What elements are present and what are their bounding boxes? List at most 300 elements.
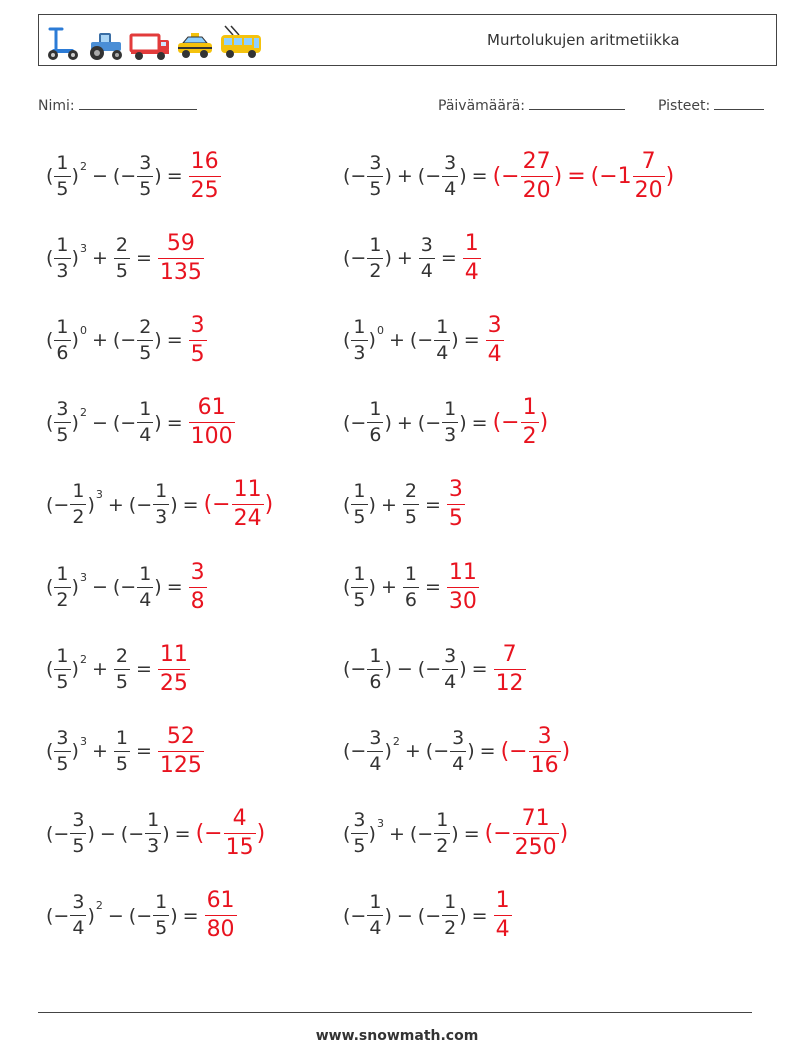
problem-item — [343, 634, 527, 704]
numerator: 1 — [495, 888, 510, 914]
numerator: 16 — [190, 148, 219, 174]
answer — [157, 641, 191, 698]
numerator: 1 — [115, 726, 128, 749]
fraction — [419, 233, 435, 284]
denominator: 5 — [56, 670, 69, 693]
paren-text: ( — [46, 740, 54, 763]
answer — [196, 805, 266, 862]
paren-text: (− — [343, 904, 367, 927]
denominator: 25 — [159, 670, 188, 696]
fraction — [521, 148, 553, 205]
answer — [462, 230, 482, 287]
fraction — [205, 887, 237, 944]
paren-text: (− — [128, 904, 153, 927]
denominator: 30 — [448, 588, 477, 614]
denominator: 80 — [206, 917, 235, 943]
operator: = — [463, 822, 480, 845]
denominator: 5 — [115, 259, 128, 282]
denominator: 4 — [369, 917, 382, 940]
paren-text: (− — [195, 821, 223, 847]
numerator: 71 — [521, 806, 550, 832]
paren-text: ) — [71, 247, 79, 270]
paren-text: (− — [417, 658, 442, 681]
numerator: 3 — [139, 151, 152, 174]
paren-text: ) — [154, 411, 162, 434]
problem-item — [46, 470, 273, 540]
paren-text: (− — [343, 658, 367, 681]
paren-text: (−1 — [590, 163, 632, 189]
numerator: 1 — [444, 891, 457, 914]
denominator: 5 — [353, 506, 366, 529]
numerator: 1 — [72, 480, 85, 503]
denominator: 24 — [233, 506, 262, 532]
denominator: 100 — [190, 424, 233, 450]
denominator: 3 — [56, 259, 69, 282]
denominator: 6 — [369, 670, 382, 693]
numerator: 1 — [369, 644, 382, 667]
paren-text: ) — [553, 163, 563, 189]
denominator: 4 — [487, 341, 502, 367]
fraction — [54, 562, 70, 613]
fraction — [403, 562, 419, 613]
numerator: 3 — [420, 233, 433, 256]
fraction — [189, 559, 207, 616]
denominator: 15 — [225, 835, 254, 861]
fraction — [494, 887, 512, 944]
paren-text: ) — [170, 904, 178, 927]
paren-text: ) — [71, 658, 79, 681]
denominator: 2 — [436, 835, 449, 858]
paren-text: (− — [343, 411, 367, 434]
paren-text: ( — [46, 576, 54, 598]
date-blank[interactable] — [529, 95, 625, 110]
operator: − — [99, 822, 116, 845]
paren-text: ( — [46, 411, 54, 434]
numerator: 3 — [72, 891, 85, 914]
fraction — [351, 479, 367, 530]
numerator: 1 — [369, 891, 382, 914]
numerator: 1 — [56, 644, 69, 667]
denominator: 4 — [444, 177, 457, 200]
fraction — [54, 644, 70, 695]
operator: = — [424, 493, 441, 516]
denominator: 4 — [72, 917, 85, 940]
paren-text: ) — [368, 493, 376, 516]
denominator: 4 — [369, 752, 382, 775]
operator: = — [471, 658, 488, 681]
denominator: 5 — [448, 506, 463, 532]
problem-item — [46, 552, 208, 622]
denominator: 3 — [353, 341, 366, 364]
paren-text: ) — [170, 493, 178, 516]
numerator: 1 — [353, 480, 366, 503]
operator: + — [380, 576, 397, 598]
denominator: 2 — [369, 259, 382, 282]
paren-text: (− — [343, 740, 367, 763]
numerator: 1 — [522, 395, 537, 421]
denominator: 250 — [514, 835, 557, 861]
fraction — [114, 644, 130, 695]
exponent: 3 — [376, 817, 384, 831]
problem-item — [343, 305, 505, 375]
numerator: 3 — [448, 477, 463, 503]
answer — [446, 476, 466, 533]
numerator: 3 — [537, 723, 552, 749]
denominator: 5 — [353, 588, 366, 611]
numerator: 1 — [56, 315, 69, 338]
denominator: 3 — [155, 506, 168, 529]
numerator: 7 — [502, 641, 517, 667]
fraction — [450, 726, 466, 777]
denominator: 6 — [404, 588, 417, 611]
operator: + — [404, 740, 421, 763]
denominator: 5 — [115, 670, 128, 693]
worksheet-header — [38, 14, 777, 66]
paren-text: (− — [417, 165, 442, 187]
operator: + — [388, 329, 405, 352]
date-field[interactable] — [438, 95, 625, 114]
paren-text: (− — [492, 410, 520, 436]
numerator: 3 — [56, 726, 69, 749]
problem-item — [46, 141, 222, 211]
answer — [485, 312, 505, 369]
denominator: 20 — [634, 177, 663, 203]
operator: = — [166, 411, 183, 434]
fraction — [351, 562, 367, 613]
operator: − — [91, 165, 108, 187]
numerator: 2 — [404, 480, 417, 503]
problem-item — [343, 552, 480, 622]
numerator: 1 — [369, 233, 382, 256]
footer-url: www.snowmath.com — [315, 1028, 479, 1044]
denominator: 5 — [190, 341, 205, 367]
denominator: 5 — [115, 752, 128, 775]
paren-text: (− — [417, 904, 442, 927]
denominator: 5 — [56, 752, 69, 775]
fraction — [367, 397, 383, 448]
exponent: 2 — [95, 899, 103, 913]
numerator: 3 — [487, 312, 502, 338]
operator: + — [91, 740, 108, 763]
denominator: 4 — [139, 588, 152, 611]
fraction — [442, 151, 458, 202]
operator: = — [479, 740, 496, 763]
denominator: 5 — [155, 917, 168, 940]
operator: = — [440, 247, 457, 270]
denominator: 5 — [139, 177, 152, 200]
paren-text: ) — [154, 329, 162, 352]
paren-text: ) — [384, 658, 392, 681]
paren-text: ) — [368, 329, 376, 352]
operator: = — [471, 411, 488, 434]
paren-text: ) — [154, 576, 162, 598]
fraction — [486, 312, 504, 369]
paren-text: ) — [467, 740, 475, 763]
fraction — [434, 315, 450, 366]
answer — [204, 476, 274, 533]
paren-text: ) — [256, 821, 266, 847]
denominator: 3 — [444, 424, 457, 447]
numerator: 1 — [155, 891, 168, 914]
fraction — [54, 726, 70, 777]
denominator: 125 — [159, 752, 202, 778]
trolleybus-icon — [219, 25, 263, 61]
answer — [157, 230, 205, 287]
paren-text: ) — [368, 822, 376, 845]
numerator: 2 — [115, 644, 128, 667]
fraction — [137, 315, 153, 366]
fraction — [137, 397, 153, 448]
paren-text: (− — [128, 493, 153, 516]
fraction — [403, 479, 419, 530]
paren-text: ) — [71, 740, 79, 763]
denominator: 8 — [190, 588, 205, 614]
operator: + — [388, 822, 405, 845]
problem-item — [343, 141, 674, 211]
denominator: 2 — [72, 506, 85, 529]
numerator: 11 — [159, 641, 188, 667]
numerator: 3 — [72, 809, 85, 832]
vehicle-icons — [45, 21, 263, 61]
operator: − — [396, 658, 413, 681]
operator: = — [471, 165, 488, 187]
operator: = — [463, 329, 480, 352]
numerator: 3 — [452, 726, 465, 749]
operator: + — [396, 411, 413, 434]
denominator: 2 — [444, 917, 457, 940]
paren-text: ) — [561, 738, 571, 764]
fraction — [145, 808, 161, 859]
paren-text: ) — [71, 411, 79, 434]
denominator: 5 — [369, 177, 382, 200]
paren-text: (− — [112, 329, 137, 352]
fraction — [434, 808, 450, 859]
score-blank[interactable] — [714, 95, 764, 110]
answer — [188, 148, 222, 205]
paren-text: ( — [343, 576, 351, 598]
paren-text: ) — [559, 821, 569, 847]
numerator: 52 — [166, 723, 195, 749]
denominator: 4 — [452, 752, 465, 775]
numerator: 1 — [139, 398, 152, 421]
taxi-icon — [175, 31, 215, 61]
numerator: 1 — [353, 562, 366, 585]
answer — [188, 394, 236, 451]
paren-text: (− — [112, 576, 137, 598]
fraction — [54, 397, 70, 448]
denominator: 25 — [190, 177, 219, 203]
paren-text: ) — [384, 247, 392, 270]
name-field[interactable] — [38, 95, 197, 114]
numerator: 61 — [206, 888, 235, 914]
numerator: 7 — [641, 148, 656, 174]
exponent: 2 — [79, 406, 87, 420]
scooter-icon — [45, 25, 81, 61]
fraction — [114, 726, 130, 777]
denominator: 4 — [495, 917, 510, 943]
score-label: Pisteet: — [658, 98, 711, 114]
operator: + — [91, 247, 108, 270]
paren-text: (− — [492, 163, 520, 189]
numerator: 1 — [56, 233, 69, 256]
score-field[interactable] — [658, 95, 764, 114]
denominator: 5 — [139, 341, 152, 364]
operator: = — [182, 904, 199, 927]
numerator: 1 — [353, 315, 366, 338]
numerator: 3 — [190, 559, 205, 585]
paren-text: ) — [87, 904, 95, 927]
paren-text: (− — [409, 822, 434, 845]
paren-text: ) — [264, 492, 274, 518]
fraction — [442, 890, 458, 941]
numerator: 3 — [444, 151, 457, 174]
worksheet-title: Murtolukujen aritmetiikka — [487, 31, 680, 49]
paren-text: ) — [539, 410, 549, 436]
fraction — [633, 148, 665, 205]
answer — [493, 641, 527, 698]
paren-text: ) — [459, 165, 467, 187]
operator: − — [91, 411, 108, 434]
paren-text: ( — [343, 493, 351, 516]
numerator: 27 — [522, 148, 551, 174]
denominator: 135 — [159, 259, 202, 285]
paren-text: (− — [120, 822, 145, 845]
fraction — [351, 808, 367, 859]
exponent: 3 — [79, 570, 87, 584]
paren-text: ( — [46, 329, 54, 352]
fraction — [442, 397, 458, 448]
fraction — [70, 808, 86, 859]
paren-text: ( — [343, 329, 351, 352]
paren-text: ) — [459, 658, 467, 681]
exponent: 3 — [79, 241, 87, 255]
numerator: 59 — [166, 230, 195, 256]
paren-text: ) — [459, 904, 467, 927]
paren-text: (− — [112, 165, 137, 187]
answer — [446, 559, 480, 616]
numerator: 3 — [369, 726, 382, 749]
denominator: 12 — [495, 670, 524, 696]
operator: = — [567, 163, 586, 189]
numerator: 1 — [444, 398, 457, 421]
fraction — [447, 559, 479, 616]
answer — [157, 723, 205, 780]
fraction — [189, 312, 207, 369]
paren-text: ) — [162, 822, 170, 845]
fraction — [442, 644, 458, 695]
fraction — [224, 805, 256, 862]
paren-text: ) — [71, 576, 79, 598]
problem-item — [343, 388, 548, 458]
numerator: 3 — [190, 312, 205, 338]
name-label: Nimi: — [38, 98, 75, 114]
name-blank[interactable] — [79, 95, 197, 110]
problem-item — [343, 470, 466, 540]
numerator: 1 — [436, 809, 449, 832]
denominator: 4 — [139, 424, 152, 447]
date-label: Päivämäärä: — [438, 98, 525, 114]
problem-item — [343, 881, 513, 951]
answer — [188, 312, 208, 369]
numerator: 1 — [464, 230, 479, 256]
problem-item — [46, 305, 208, 375]
paren-text: ) — [459, 411, 467, 434]
exponent: 2 — [392, 734, 400, 748]
paren-text: ) — [384, 740, 392, 763]
fraction — [158, 723, 204, 780]
paren-text: (− — [409, 329, 434, 352]
fraction — [447, 476, 465, 533]
problem-item — [343, 223, 482, 293]
operator: = — [471, 904, 488, 927]
fraction — [232, 476, 264, 533]
exponent: 3 — [79, 734, 87, 748]
paren-text: ( — [46, 658, 54, 681]
denominator: 20 — [522, 177, 551, 203]
exponent: 2 — [79, 159, 87, 173]
operator: − — [107, 904, 124, 927]
paren-text: (− — [46, 493, 70, 516]
paren-text: ) — [384, 165, 392, 187]
numerator: 11 — [233, 477, 262, 503]
denominator: 16 — [530, 752, 559, 778]
paren-text: (− — [417, 411, 442, 434]
fraction — [463, 230, 481, 287]
fraction — [54, 151, 70, 202]
denominator: 6 — [56, 341, 69, 364]
paren-text: (− — [425, 740, 450, 763]
operator: = — [166, 165, 183, 187]
operator: = — [135, 658, 152, 681]
paren-text: (− — [343, 165, 367, 187]
paren-text: ) — [71, 165, 79, 187]
exponent: 3 — [95, 488, 103, 502]
denominator: 5 — [56, 424, 69, 447]
operator: + — [380, 493, 397, 516]
paren-text: ) — [368, 576, 376, 598]
paren-text: (− — [484, 821, 512, 847]
numerator: 1 — [369, 398, 382, 421]
fraction — [158, 230, 204, 287]
numerator: 3 — [444, 644, 457, 667]
operator: = — [135, 740, 152, 763]
paren-text: ) — [665, 163, 675, 189]
denominator: 2 — [522, 424, 537, 450]
denominator: 4 — [444, 670, 457, 693]
fraction — [351, 315, 367, 366]
problem-item — [46, 799, 265, 869]
numerator: 1 — [147, 809, 160, 832]
paren-text: ) — [71, 329, 79, 352]
denominator: 6 — [369, 424, 382, 447]
fraction — [367, 233, 383, 284]
operator: + — [91, 329, 108, 352]
problem-item — [46, 716, 205, 786]
operator: = — [166, 576, 183, 598]
denominator: 4 — [464, 259, 479, 285]
answer — [485, 805, 569, 862]
operator: = — [135, 247, 152, 270]
problem-item — [46, 388, 236, 458]
paren-text: ( — [343, 822, 351, 845]
numerator: 3 — [369, 151, 382, 174]
fraction — [529, 723, 561, 780]
paren-text: ) — [384, 904, 392, 927]
answer — [493, 887, 513, 944]
problem-item — [343, 799, 568, 869]
answer — [493, 394, 549, 451]
numerator: 3 — [56, 398, 69, 421]
